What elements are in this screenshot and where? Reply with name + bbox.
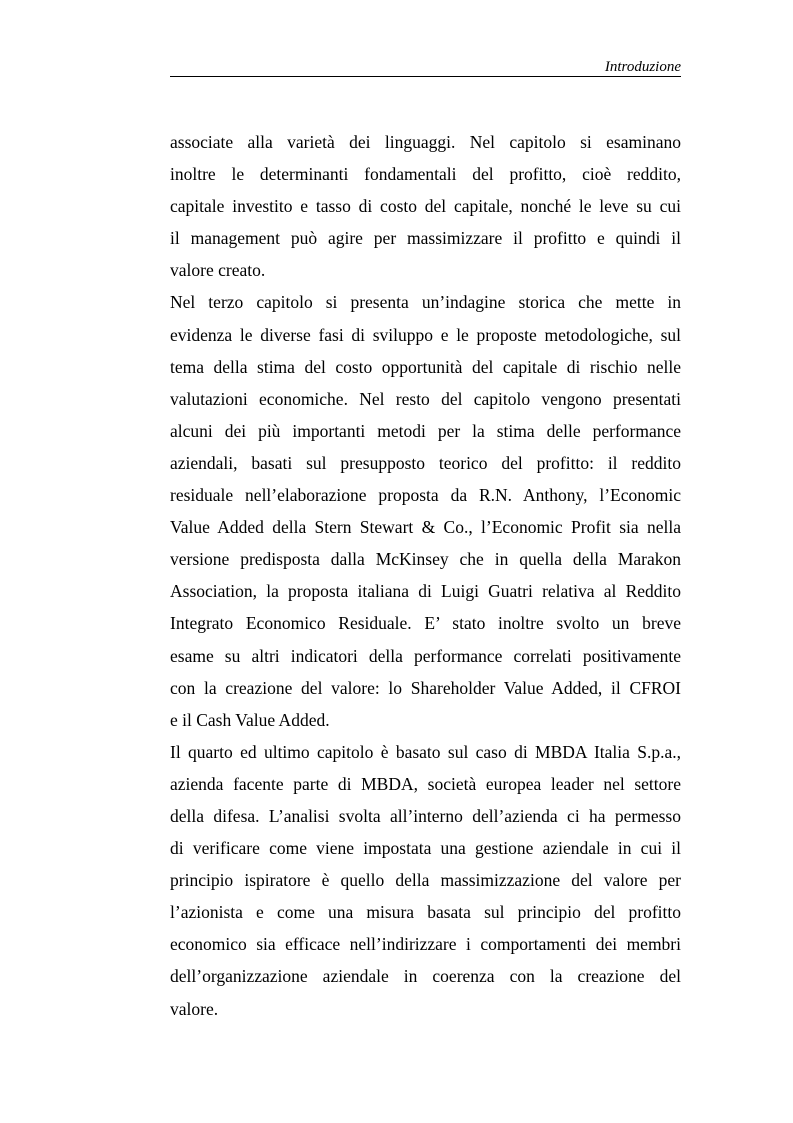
text-line: valutazioni economiche. Nel resto del capitolo vengono presentati: [170, 388, 681, 409]
text-line: il management può agire per massimizzare il profitto e quindi il: [170, 228, 681, 249]
text-line: inoltre le determinanti fondamentali del profitto, cioè reddito,: [170, 164, 681, 185]
text-line: evidenza le diverse fasi di sviluppo e le proposte metodologiche, sul: [170, 324, 681, 345]
text-line: tema della stima del costo opportunità del capitale di rischio nelle: [170, 356, 681, 377]
body-text: [170, 126, 681, 1025]
text-line: residuale nell’elaborazione proposta da R.N. Anthony, l’Economic: [170, 485, 681, 506]
text-line: aziendali, basati sul presupposto teorico del profitto: il reddito: [170, 452, 681, 473]
text-line: azienda facente parte di MBDA, società europea leader nel settore: [170, 773, 681, 794]
paragraph-1: [170, 126, 681, 286]
header-rule: [170, 76, 681, 77]
paragraph-3: [170, 736, 681, 1025]
text-line: di verificare come viene impostata una gestione aziendale in cui il: [170, 838, 681, 859]
paragraph-2: [170, 286, 681, 735]
text-line: associate alla varietà dei linguaggi. Nel capitolo si esaminano: [170, 132, 681, 152]
text-line: della difesa. L’analisi svolta all’interno dell’azienda ci ha permesso: [170, 805, 681, 826]
text-line: con la creazione del valore: lo Shareholder Value Added, il CFROI: [170, 677, 681, 698]
text-line: principio ispiratore è quello della massimizzazione del valore per: [170, 870, 681, 891]
text-line: e il Cash Value Added.: [170, 709, 330, 730]
text-line: Integrato Economico Residuale. E’ stato inoltre svolto un breve: [170, 613, 681, 634]
text-line: Il quarto ed ultimo capitolo è basato sul caso di MBDA Italia S.p.a.,: [170, 741, 681, 762]
text-line: valore.: [170, 998, 219, 1019]
running-header: Introduzione: [604, 59, 681, 75]
text-line: capitale investito e tasso di costo del capitale, nonché le leve su cui: [170, 196, 681, 217]
text-line: esame su altri indicatori della performance correlati positivamente: [170, 645, 681, 666]
text-line: l’azionista e come una misura basata sul principio del profitto: [170, 902, 681, 923]
text-line: Nel terzo capitolo si presenta un’indagine storica che mette in: [170, 292, 681, 313]
text-line: valore creato.: [170, 260, 266, 281]
text-line: Association, la proposta italiana di Luigi Guatri relativa al Reddito: [170, 581, 681, 602]
text-line: versione predisposta dalla McKinsey che in quella della Marakon: [170, 549, 681, 570]
text-line: economico sia efficace nell’indirizzare i comportamenti dei membri: [170, 934, 681, 955]
text-line: alcuni dei più importanti metodi per la stima delle performance: [170, 420, 681, 441]
text-line: Value Added della Stern Stewart & Co., l’Economic Profit sia nella: [170, 517, 681, 538]
text-line: dell’organizzazione aziendale in coerenza con la creazione del: [170, 966, 681, 987]
